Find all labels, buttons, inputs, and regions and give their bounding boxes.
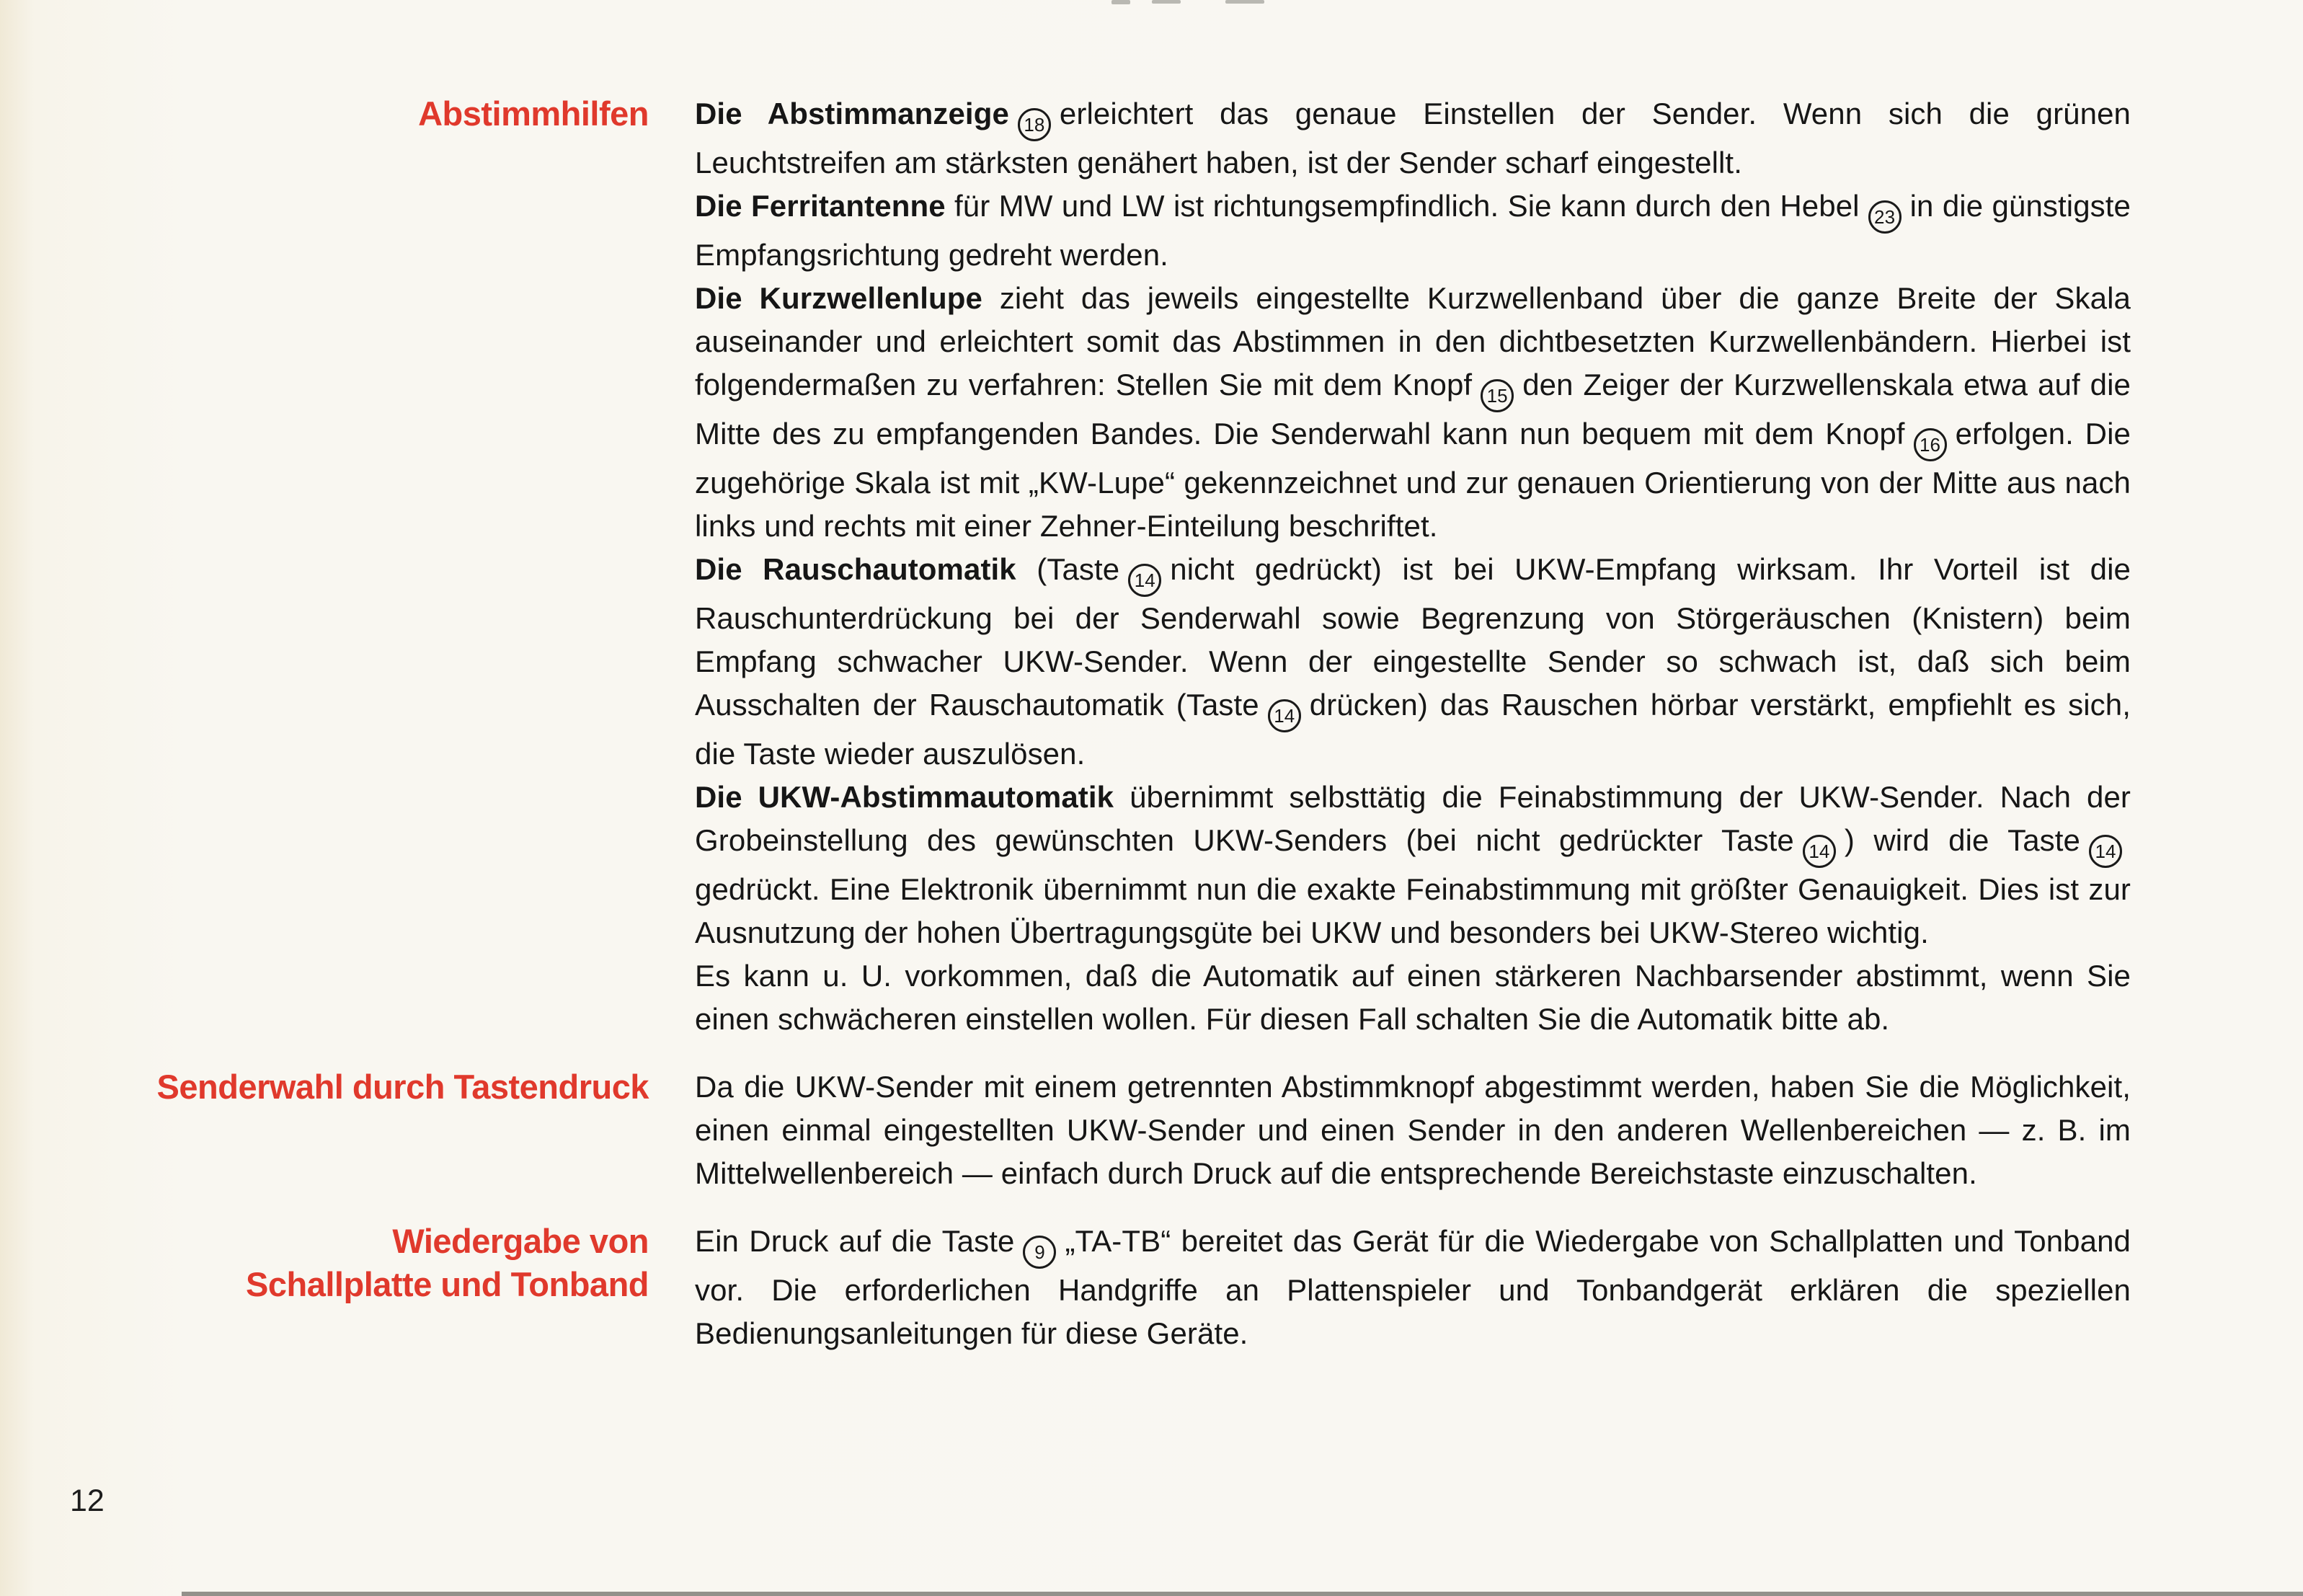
paragraph: Die Rauschautomatik (Taste 14 nicht gedrückt) ist bei UKW-Empfang wirksam. Ihr Vorteil ist die Rauschunterdrückung bei der Senderwahl sowie Begrenzung von Störgeräuschen (Knistern) beim Empfang schwacher UKW-Sender. Wenn der eingestellte Sender so schwach ist, daß sich beim Ausschalten der Rauschautomatik (Taste 14 drücken) das Rauschen hörbar verstärkt, empfiehlt es sich, die Taste wieder auszulösen. (695, 552, 2131, 771)
paragraph: Da die UKW-Sender mit einem getrennten Abstimmknopf abgestimmt werden, haben Sie die Möglichkeit, einen einmal eingestellten UKW-Sender und einen Sender in den anderen Wellenbereichen — z. B. im Mittelwellenbereich — einfach durch Druck auf die entsprechende Bereichstaste einzuschalten. (695, 1070, 2131, 1190)
bold-leadin: Die Abstimmanzeige (695, 97, 1009, 130)
bold-leadin: Die Rauschautomatik (695, 552, 1016, 586)
section-abstimmhilfen (0, 92, 2131, 1041)
section-heading: Wiedergabe von Schallplatte und Tonband (246, 1222, 649, 1303)
circled-number: 14 (1268, 699, 1301, 732)
circled-number: 16 (1914, 428, 1947, 461)
scan-artifact (1225, 0, 1264, 4)
scan-bottom-edge (182, 1592, 2303, 1596)
scan-artifact (1111, 0, 1130, 4)
page-content (0, 92, 2131, 1355)
paragraph: Die Ferritantenne für MW und LW ist richtungsempfindlich. Sie kann durch den Hebel 23 in die günstigste Empfangsrichtung gedreht werden. (695, 189, 2131, 272)
circled-number: 23 (1868, 200, 1902, 234)
section-body (695, 1065, 2131, 1195)
paragraph: Es kann u. U. vorkommen, daß die Automatik auf einen stärkeren Nachbarsender abstimmt, wenn Sie einen schwächeren einstellen wollen. Für diesen Fall schalten Sie die Automatik bitte ab. (695, 959, 2131, 1036)
paragraph: Ein Druck auf die Taste 9 „TA-TB“ bereitet das Gerät für die Wiedergabe von Schallplatten und Tonband vor. Die erforderlichen Handgriffe an Plattenspieler und Tonbandgerät erklären die speziellen Bedienungsanleitungen für diese Geräte. (695, 1224, 2131, 1350)
scan-artifact (1152, 0, 1181, 4)
paragraph: Die Kurzwellenlupe zieht das jeweils eingestellte Kurzwellenband über die ganze Breite der Skala auseinander und erleichtert somit das Abstimmen in den dichtbesetzten Kurzwellenbändern. Hierbei ist folgendermaßen zu verfahren: Stellen Sie mit dem Knopf 15 den Zeiger der Kurzwellenskala etwa auf die Mitte des zu empfangenden Bandes. Die Senderwahl kann nun bequem mit dem Knopf 16 erfolgen. Die zugehörige Skala ist mit „KW-Lupe“ gekennzeichnet und zur genauen Orientierung von der Mitte aus nach links und rechts mit einer Zehner-Einteilung beschriftet. (695, 281, 2131, 543)
circled-number: 9 (1023, 1236, 1056, 1269)
bold-leadin: Die Kurzwellenlupe (695, 281, 982, 315)
section-heading: Abstimmhilfen (418, 94, 649, 133)
section-senderwahl-durch-tastendruck (0, 1065, 2131, 1195)
paragraph: Die Abstimmanzeige 18 erleichtert das genaue Einstellen der Sender. Wenn sich die grünen Leuchtstreifen am stärksten genähert haben, ist der Sender scharf eingestellt. (695, 97, 2131, 179)
circled-number: 18 (1018, 108, 1051, 141)
section-body (695, 92, 2131, 1041)
section-heading: Senderwahl durch Tastendruck (156, 1068, 649, 1106)
paragraph: Die UKW-Abstimmautomatik übernimmt selbsttätig die Feinabstimmung der UKW-Sender. Nach der Grobeinstellung des gewünschten UKW-Senders (bei nicht gedrückter Taste 14 ) wird die Taste 14gedrückt. Eine Elektronik übernimmt nun die exakte Feinabstimmung mit größter Genauigkeit. Dies ist zur Ausnutzung der hohen Übertragungsgüte bei UKW und besonders bei UKW-Stereo wichtig. (695, 780, 2131, 949)
page-number: 12 (70, 1484, 105, 1518)
bold-leadin: Die UKW-Abstimmautomatik (695, 780, 1114, 814)
circled-number: 14 (1803, 835, 1836, 868)
circled-number: 15 (1481, 379, 1514, 412)
bold-leadin: Die Ferritantenne (695, 189, 946, 223)
section-wiedergabe-von-schallplatte-und-tonband (0, 1220, 2131, 1355)
section-body (695, 1220, 2131, 1355)
circled-number: 14 (1128, 564, 1161, 597)
circled-number: 14 (2089, 835, 2122, 868)
